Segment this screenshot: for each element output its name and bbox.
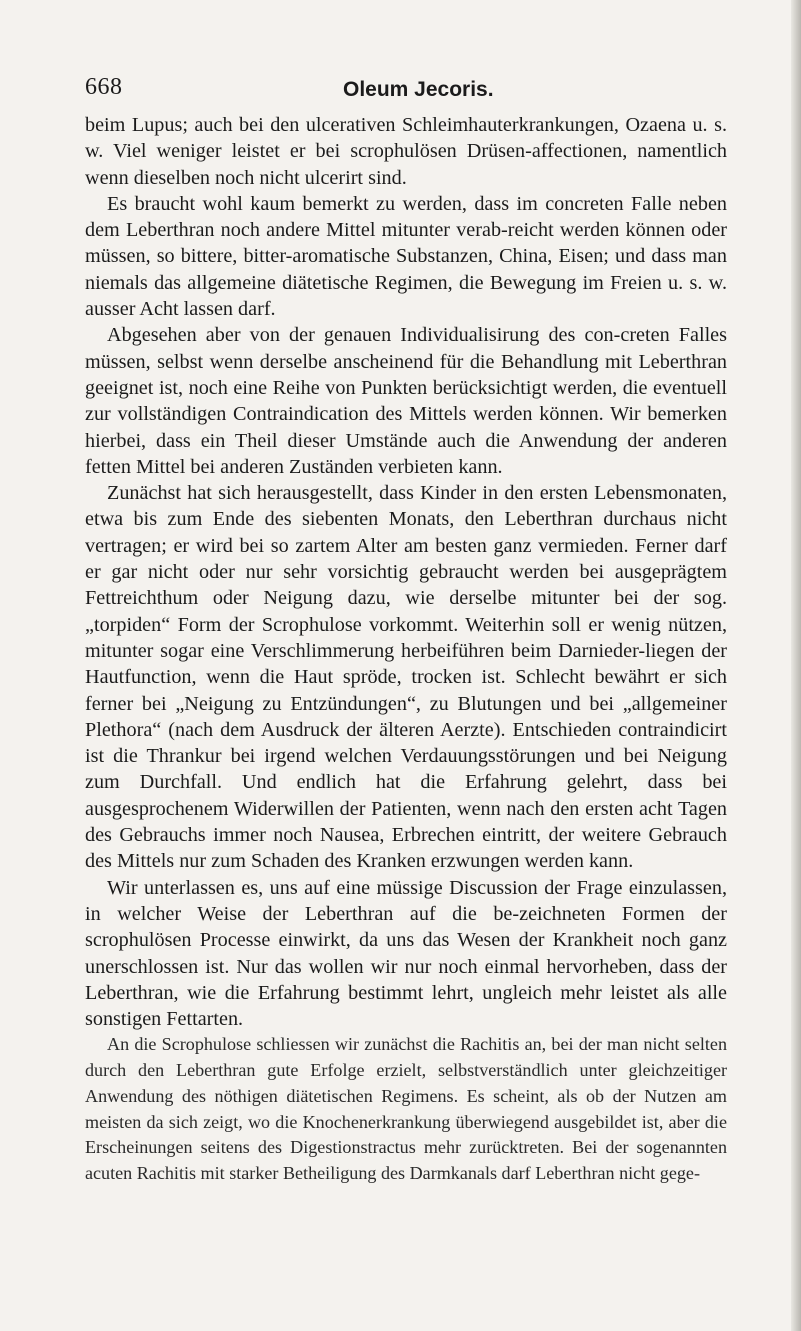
body-text bbox=[85, 112, 727, 1187]
page-header bbox=[85, 74, 725, 104]
paragraph-1: beim Lupus; auch bei den ulcerativen Schleimhauterkrankungen, Ozaena u. s. w. Viel weniger leistet er bei scrophulösen Drüsen-affectionen, namentlich wenn dieselben noch nicht ulcerirt sind. bbox=[85, 114, 727, 189]
paragraph-2: Es braucht wohl kaum bemerkt zu werden, dass im concreten Falle neben dem Leberthran noch andere Mittel mitunter verab-reicht werden können oder müssen, so bittere, bitter-aromatische Substanzen, China, Eisen; und dass man niemals das allgemeine diätetische Regimen, die Bewegung im Freien u. s. w. ausser Acht lassen darf. bbox=[85, 192, 727, 321]
page-edge-shadow bbox=[791, 0, 801, 1331]
paragraph-6: An die Scrophulose schliessen wir zunächst die Rachitis an, bei der man nicht selten durch den Leberthran gute Erfolge erzielt, selbstverständlich unter gleichzeitiger Anwendung des nöthigen diätetischen Regimens. Es scheint, als ob der Nutzen am meisten da sich zeigt, wo die Knochenerkrankung überwiegend ausgebildet ist, aber die Erscheinungen seitens des Digestionstractus mehr zurücktreten. Bei der sogenannten acuten Rachitis mit starker Betheiligung des Darmkanals darf Leberthran nicht gege- bbox=[85, 1034, 727, 1183]
running-title: Oleum Jecoris. bbox=[343, 78, 494, 101]
paragraph-3: Abgesehen aber von der genauen Individualisirung des con-creten Falles müssen, selbst wenn derselbe anscheinend für die Behandlung mit Leberthran geeignet ist, noch eine Reihe von Punkten berücksichtigt werden, die eventuell zur vollständigen Contraindication des Mittels werden können. Wir bemerken hierbei, dass ein Theil dieser Umstände auch die Anwendung der anderen fetten Mittel bei anderen Zuständen verbieten kann. bbox=[85, 324, 727, 478]
paragraph-4: Zunächst hat sich herausgestellt, dass Kinder in den ersten Lebensmonaten, etwa bis zum Ende des siebenten Monats, den Leberthran durchaus nicht vertragen; er wird bei so zartem Alter am besten ganz vermieden. Ferner darf er gar nicht oder nur sehr vorsichtig gebraucht werden bei ausgeprägtem Fettreichthum oder Neigung dazu, wie derselbe mitunter bei der sog. „torpiden“ Form der Scrophulose vorkommt. Weiterhin soll er wenig nützen, mitunter sogar eine Verschlimmerung herbeiführen beim Darnieder-liegen der Hautfunction, wenn die Haut spröde, trocken ist. Schlecht bewährt er sich ferner bei „Neigung zu Entzündungen“, zu Blutungen und bei „allgemeiner Plethora“ (nach dem Ausdruck der älteren Aerzte). Entschieden contraindicirt ist die Thrankur bei irgend welchen Verdauungsstörungen und bei Neigung zum Durchfall. Und endlich hat die Erfahrung gelehrt, dass bei ausgesprochenem Widerwillen der Patienten, wenn nach den ersten acht Tagen des Gebrauchs immer noch Nausea, Erbrechen eintritt, der weitere Gebrauch des Mittels nur zum Schaden des Kranken erzwungen werden kann. bbox=[85, 482, 727, 873]
page-number: 668 bbox=[85, 74, 123, 100]
paragraph-5: Wir unterlassen es, uns auf eine müssige Discussion der Frage einzulassen, in welcher Weise der Leberthran auf die be-zeichneten Formen der scrophulösen Processe einwirkt, da uns das Wesen der Krankheit noch ganz unerschlossen ist. Nur das wollen wir nur noch einmal hervorheben, dass der Leberthran, wie die Erfahrung bestimmt lehrt, ungleich mehr leistet als alle sonstigen Fettarten. bbox=[85, 876, 727, 1031]
